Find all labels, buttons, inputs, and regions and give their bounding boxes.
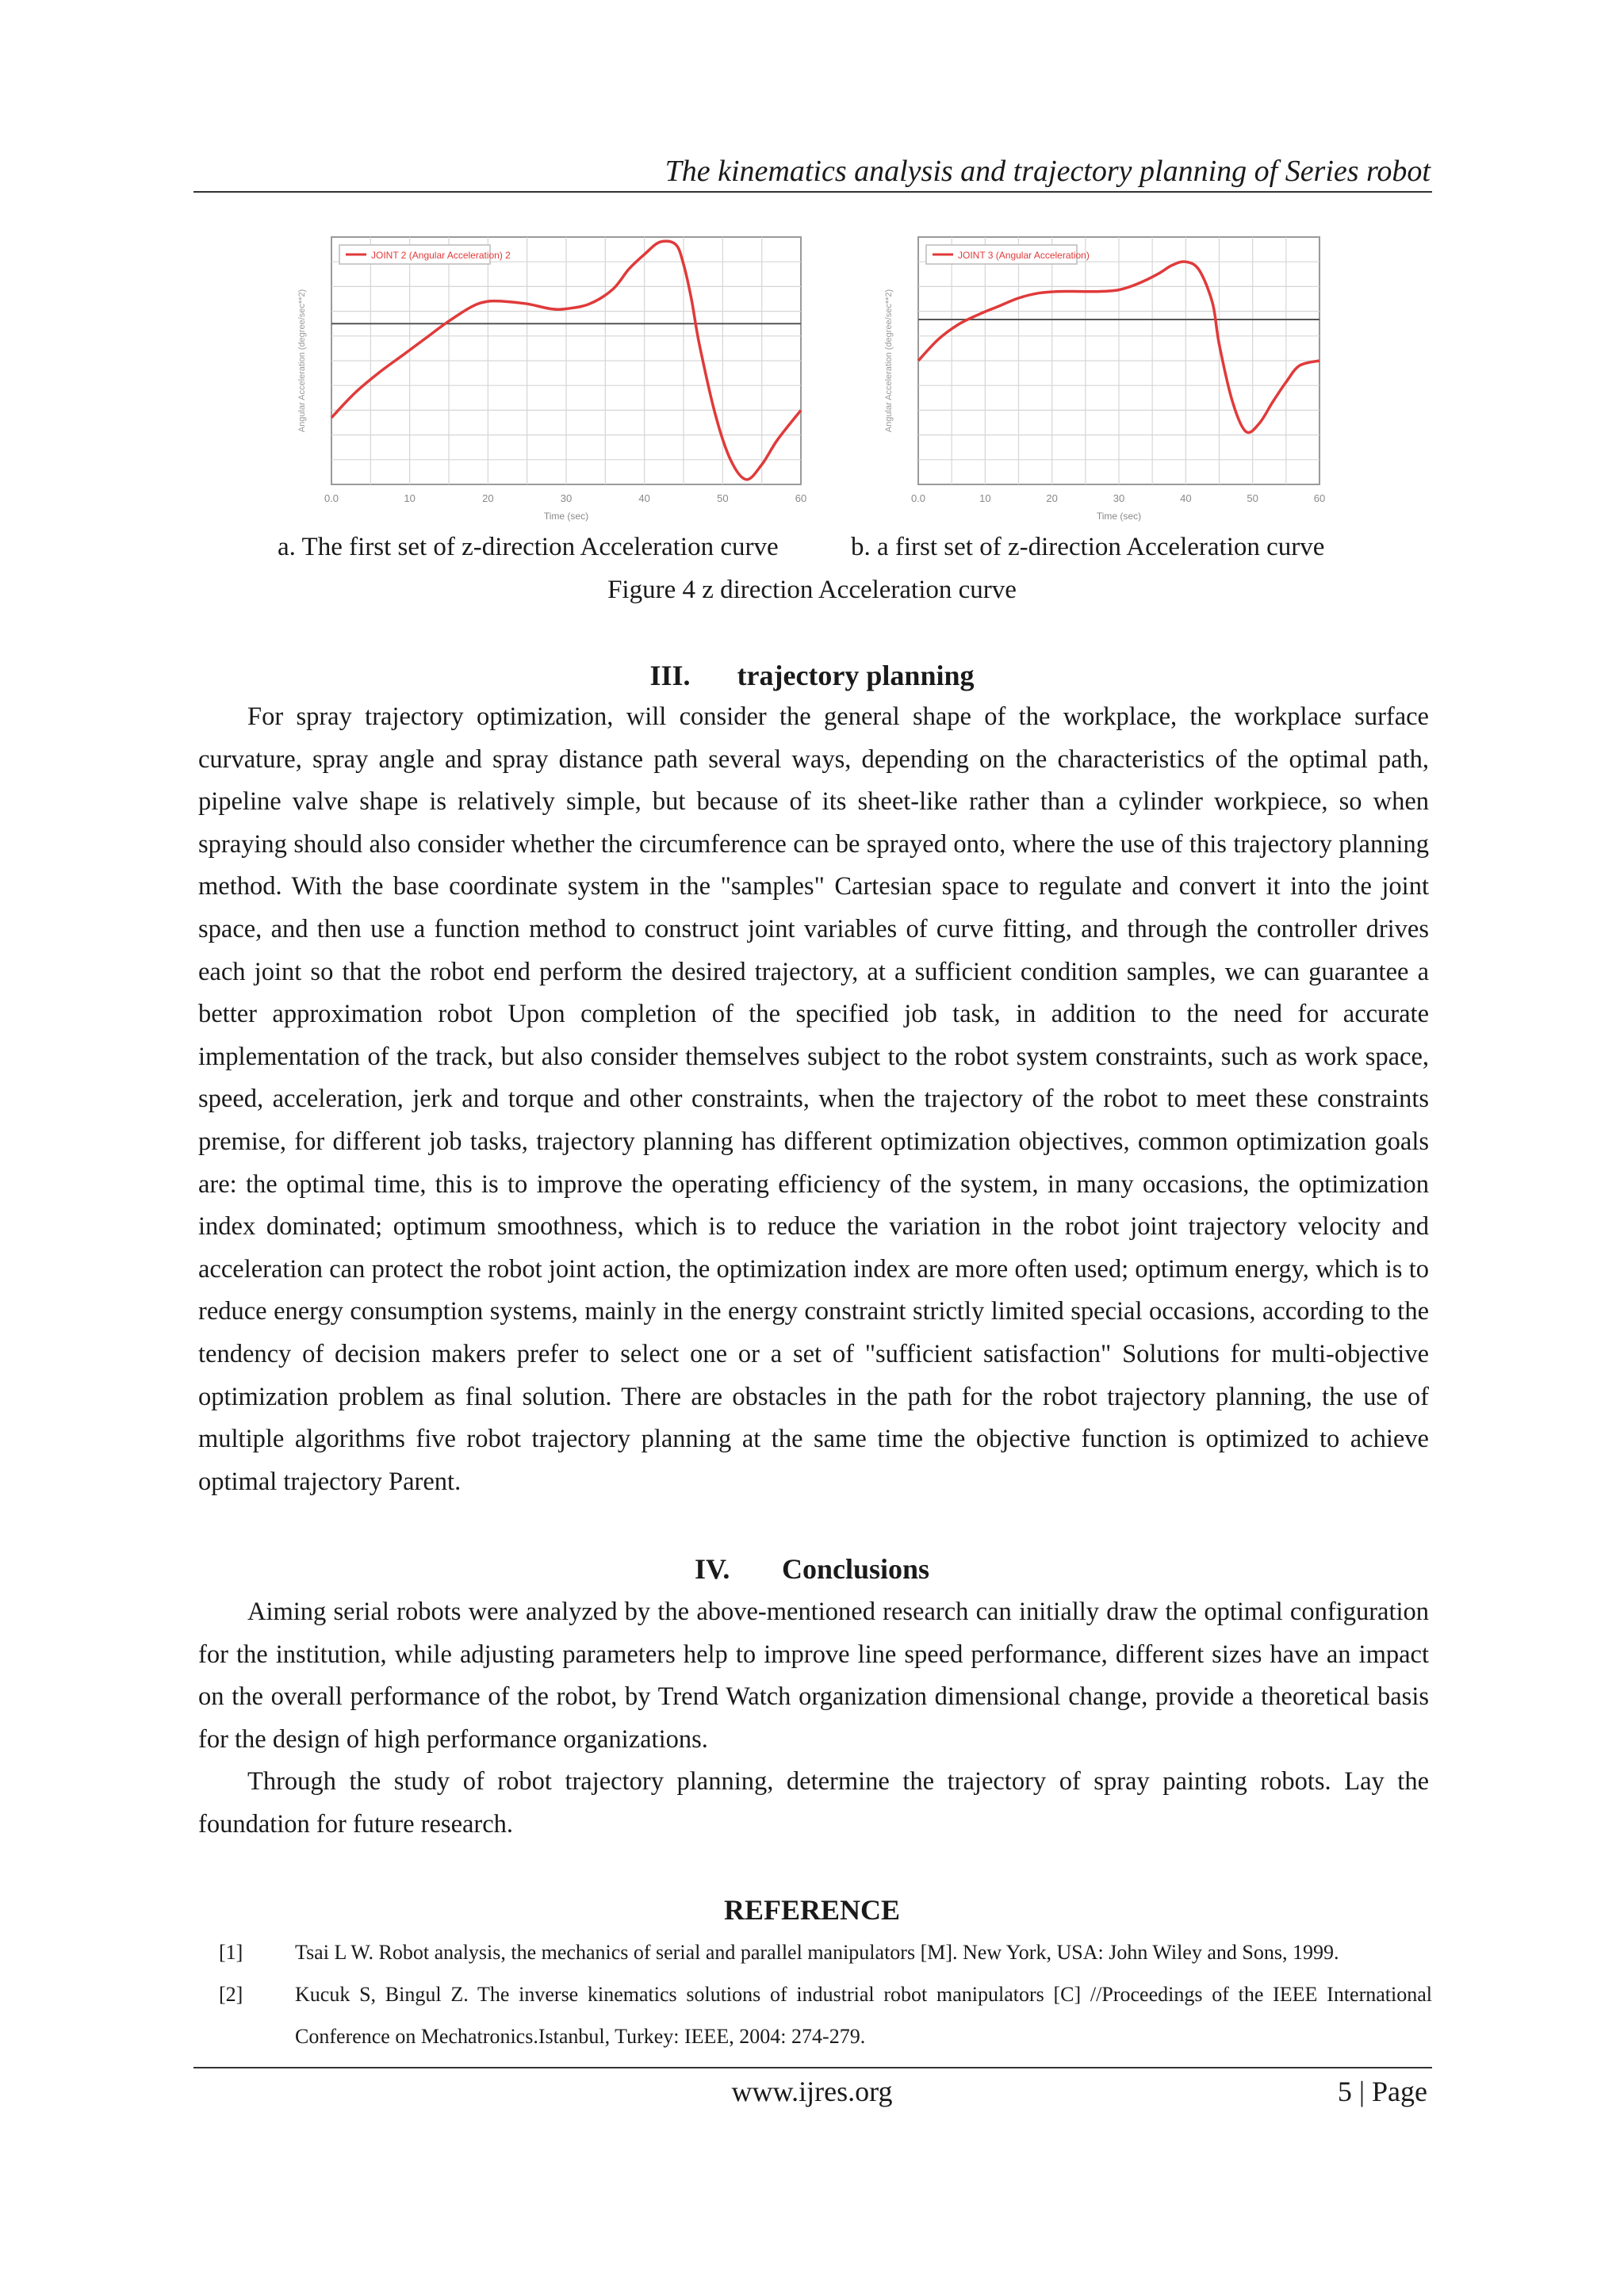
paragraph-conclusions-2: Through the study of robot trajectory planning, determine the trajectory of spray painting robots. Lay the foundation for future research. <box>198 1767 1429 1839</box>
paragraph-trajectory-planning: For spray trajectory optimization, will consider the general shape of the workplace, the workplace surface curvature, spray angle and spray distance path several ways, depending on the characteristics of the optimal path, pipeline valve shape is relatively simple, but because of its sheet-like rather than a cylinder workpiece, so when spraying should also consider whether the circumference can be sprayed onto, where the use of this trajectory planning method. With the base coordinate system in the "samples" Cartesian space to regulate and convert it into the joint space, and then use a function method to construct joint variables of curve fitting, and through the controller drives each joint so that the robot end perform the desired trajectory, at a sufficient condition samples, we can guarantee a better approximation robot Upon completion of the specified job task, in addition to the need for accurate implementation of the track, but also consider themselves subject to the robot system constraints, such as work space, speed, acceleration, jerk and torque and other constraints, when the trajectory of the robot to meet these constraints premise, for different job tasks, trajectory planning has different optimization objectives, common optimization goals are: the optimal time, this is to improve the operating efficiency of the system, in many occasions, the optimization index dominated; optimum smoothness, which is to reduce the variation in the robot joint trajectory velocity and acceleration can protect the robot joint action, the optimization index are more often used; optimum energy, which is to reduce energy consumption systems, mainly in the energy constraint strictly limited special occasions, according to the tendency of decision makers prefer to select one or a set of "sufficient satisfaction" Solutions for multi-objective optimization problem as final solution. There are obstacles in the path for the robot trajectory planning, the use of multiple algorithms five robot trajectory planning at the same time the objective function is optimized to achieve optimal trajectory Parent. <box>198 702 1429 1496</box>
x-tick-label: 50 <box>1247 492 1258 504</box>
chart-legend <box>339 245 511 264</box>
paragraph-conclusions-1: Aiming serial robots were analyzed by the above-mentioned research can initially draw the optimal configuration for the institution, while adjusting parameters help to improve line speed performance, different sizes have an impact on the overall performance of the robot, by Trend Watch organization dimensional change, provide a theoretical basis for the design of high performance organizations. <box>198 1598 1429 1754</box>
chart-legend <box>926 245 1090 264</box>
reference-number: [1] <box>219 1941 243 1964</box>
footer-page-number: 5 | Page <box>1337 2076 1427 2107</box>
x-tick-label: 40 <box>638 492 650 504</box>
y-axis-label: Angular Acceleration (degree/sec**2) <box>297 289 307 433</box>
x-tick-label: 40 <box>1180 492 1192 504</box>
legend-entry: JOINT 3 (Angular Acceleration) <box>958 250 1090 261</box>
section-number: III. <box>649 660 691 691</box>
section-title: Conclusions <box>781 1553 930 1585</box>
legend-entry: JOINT 2 (Angular Acceleration) 2 <box>371 250 511 261</box>
x-tick-label: 10 <box>404 492 416 504</box>
references-heading: REFERENCE <box>723 1894 901 1926</box>
reference-text: Kucuk S, Bingul Z. The inverse kinematics solutions of industrial robot manipulators [C] //Proceedings of the IEEE International Conference on Mechatronics.Istanbul, Turkey: IEEE, 2004: 274-279. <box>295 1983 1432 2048</box>
x-axis-label: Time (sec) <box>1096 511 1142 522</box>
section-title: trajectory planning <box>737 660 975 691</box>
footer-rule <box>193 2067 1432 2068</box>
chart-joint3-acceleration <box>874 226 1350 527</box>
reference-number: [2] <box>219 1983 243 2006</box>
section-heading-conclusions <box>193 1551 1431 1587</box>
x-tick-label: 50 <box>717 492 729 504</box>
figure-caption: Figure 4 z direction Acceleration curve <box>607 576 1017 604</box>
subcaption-a: a. The first set of z-direction Acceleration curve <box>278 533 779 561</box>
section-number: IV. <box>694 1553 730 1585</box>
x-tick-label: 20 <box>1046 492 1058 504</box>
x-tick-label: 0.0 <box>324 492 339 504</box>
reference-text: Tsai L W. Robot analysis, the mechanics of serial and parallel manipulators [M]. New York, USA: John Wiley and Sons, 1999. <box>295 1941 1339 1964</box>
x-tick-label: 20 <box>482 492 494 504</box>
x-tick-label: 30 <box>560 492 573 504</box>
x-tick-label: 60 <box>795 492 807 504</box>
header-rule <box>193 191 1432 193</box>
x-tick-label: 0.0 <box>910 492 926 504</box>
footer-website: www.ijres.org <box>731 2076 893 2107</box>
x-tick-label: 30 <box>1113 492 1125 504</box>
subcaption-b: b. a first set of z-direction Acceleration curve <box>851 533 1325 561</box>
running-header: The kinematics analysis and trajectory planning of Series robot <box>665 155 1431 188</box>
chart-joint2-acceleration <box>287 226 810 527</box>
x-axis-label: Time (sec) <box>543 511 589 522</box>
y-axis-label: Angular Acceleration (degree/sec**2) <box>884 289 894 433</box>
section-heading-trajectory-planning <box>193 657 1431 694</box>
x-tick-label: 60 <box>1313 492 1326 504</box>
x-tick-label: 10 <box>979 492 991 504</box>
